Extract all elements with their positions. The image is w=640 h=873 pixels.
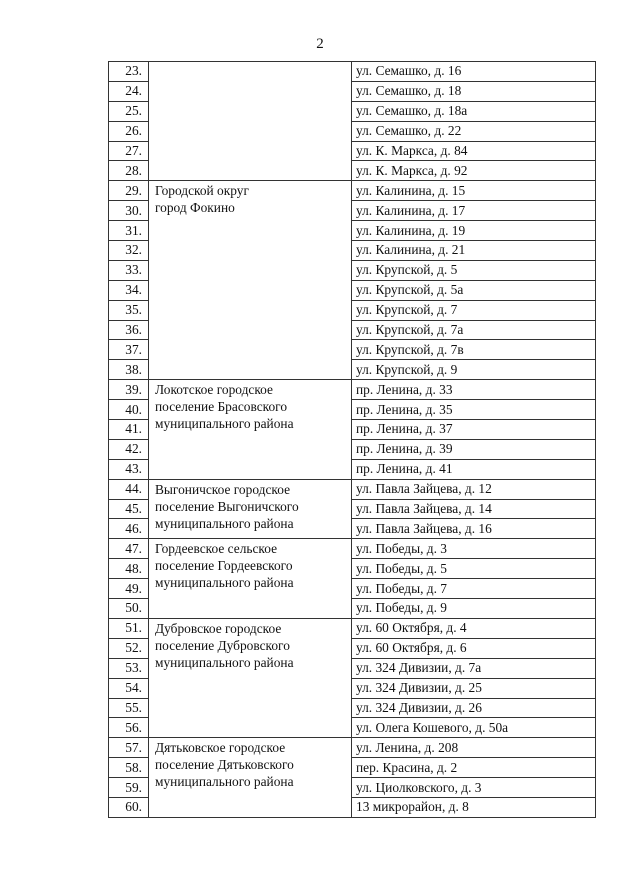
table-row xyxy=(109,62,596,82)
municipality-name: Городской округ город Фокино xyxy=(155,183,249,216)
municipality-name: Локотское городское поселение Брасовского муниципального района xyxy=(155,382,294,432)
row-number: 26. xyxy=(109,121,149,141)
address-cell: ул. Циолковского, д. 3 xyxy=(352,778,596,798)
address-cell: ул. Крупской, д. 5а xyxy=(352,280,596,300)
address-cell: ул. Калинина, д. 19 xyxy=(352,221,596,241)
row-number: 39. xyxy=(109,380,149,400)
address-cell: ул. Семашко, д. 18 xyxy=(352,81,596,101)
row-number: 52. xyxy=(109,638,149,658)
municipality-name: Гордеевское сельское поселение Гордеевского муниципального района xyxy=(155,541,294,591)
address-cell: ул. Крупской, д. 7 xyxy=(352,300,596,320)
row-number: 34. xyxy=(109,280,149,300)
address-cell: ул. Семашко, д. 22 xyxy=(352,121,596,141)
municipality-cell xyxy=(149,62,352,181)
address-cell: пр. Ленина, д. 41 xyxy=(352,459,596,479)
municipality-cell xyxy=(149,380,352,479)
address-cell: пр. Ленина, д. 33 xyxy=(352,380,596,400)
address-cell: ул. Семашко, д. 18а xyxy=(352,101,596,121)
row-number: 25. xyxy=(109,101,149,121)
row-number: 59. xyxy=(109,778,149,798)
row-number: 47. xyxy=(109,539,149,559)
address-table xyxy=(108,61,596,818)
address-cell: ул. Крупской, д. 5 xyxy=(352,260,596,280)
address-cell: 13 микрорайон, д. 8 xyxy=(352,797,596,817)
address-table-body xyxy=(109,62,596,818)
address-cell: ул. 60 Октября, д. 6 xyxy=(352,638,596,658)
row-number: 45. xyxy=(109,499,149,519)
municipality-name: Дятьковское городское поселение Дятьковского муниципального района xyxy=(155,740,294,790)
row-number: 43. xyxy=(109,459,149,479)
row-number: 50. xyxy=(109,599,149,619)
address-cell: ул. Победы, д. 3 xyxy=(352,539,596,559)
address-cell: ул. Олега Кошевого, д. 50а xyxy=(352,718,596,738)
row-number: 55. xyxy=(109,698,149,718)
row-number: 33. xyxy=(109,260,149,280)
row-number: 40. xyxy=(109,400,149,420)
row-number: 36. xyxy=(109,320,149,340)
row-number: 38. xyxy=(109,360,149,380)
address-cell: ул. Павла Зайцева, д. 14 xyxy=(352,499,596,519)
address-cell: ул. 324 Дивизии, д. 25 xyxy=(352,678,596,698)
row-number: 37. xyxy=(109,340,149,360)
address-cell: ул. Калинина, д. 21 xyxy=(352,241,596,261)
row-number: 48. xyxy=(109,559,149,579)
municipality-cell xyxy=(149,618,352,737)
row-number: 51. xyxy=(109,618,149,638)
address-cell: ул. Победы, д. 7 xyxy=(352,579,596,599)
address-cell: ул. 60 Октября, д. 4 xyxy=(352,618,596,638)
municipality-cell xyxy=(149,479,352,539)
address-cell: ул. Крупской, д. 7а xyxy=(352,320,596,340)
row-number: 60. xyxy=(109,797,149,817)
row-number: 31. xyxy=(109,221,149,241)
row-number: 23. xyxy=(109,62,149,82)
row-number: 46. xyxy=(109,519,149,539)
row-number: 35. xyxy=(109,300,149,320)
page-number: 2 xyxy=(316,36,324,52)
address-cell: ул. Победы, д. 9 xyxy=(352,599,596,619)
address-cell: ул. Семашко, д. 16 xyxy=(352,62,596,82)
address-cell: ул. 324 Дивизии, д. 7а xyxy=(352,658,596,678)
address-cell: ул. Крупской, д. 9 xyxy=(352,360,596,380)
row-number: 24. xyxy=(109,81,149,101)
row-number: 54. xyxy=(109,678,149,698)
address-cell: ул. Победы, д. 5 xyxy=(352,559,596,579)
row-number: 57. xyxy=(109,738,149,758)
address-cell: ул. Ленина, д. 208 xyxy=(352,738,596,758)
address-cell: пер. Красина, д. 2 xyxy=(352,758,596,778)
row-number: 58. xyxy=(109,758,149,778)
address-cell: пр. Ленина, д. 37 xyxy=(352,420,596,440)
table-row xyxy=(109,380,596,400)
table-row xyxy=(109,738,596,758)
municipality-cell xyxy=(149,181,352,380)
address-cell: ул. Крупской, д. 7в xyxy=(352,340,596,360)
table-row xyxy=(109,479,596,499)
address-cell: ул. Калинина, д. 17 xyxy=(352,201,596,221)
municipality-name: Дубровское городское поселение Дубровского муниципального района xyxy=(155,620,294,670)
row-number: 32. xyxy=(109,241,149,261)
row-number: 42. xyxy=(109,439,149,459)
municipality-name: Выгоничское городское поселение Выгоничского муниципального района xyxy=(155,481,299,531)
row-number: 30. xyxy=(109,201,149,221)
row-number: 28. xyxy=(109,161,149,181)
address-cell: ул. Павла Зайцева, д. 12 xyxy=(352,479,596,499)
row-number: 27. xyxy=(109,141,149,161)
table-row xyxy=(109,618,596,638)
municipality-cell xyxy=(149,738,352,818)
address-cell: ул. Павла Зайцева, д. 16 xyxy=(352,519,596,539)
table-row xyxy=(109,181,596,201)
address-cell: ул. 324 Дивизии, д. 26 xyxy=(352,698,596,718)
address-cell: ул. Калинина, д. 15 xyxy=(352,181,596,201)
address-cell: пр. Ленина, д. 35 xyxy=(352,400,596,420)
address-cell: ул. К. Маркса, д. 84 xyxy=(352,141,596,161)
address-cell: пр. Ленина, д. 39 xyxy=(352,439,596,459)
row-number: 49. xyxy=(109,579,149,599)
municipality-cell xyxy=(149,539,352,619)
row-number: 56. xyxy=(109,718,149,738)
row-number: 53. xyxy=(109,658,149,678)
table-row xyxy=(109,539,596,559)
row-number: 44. xyxy=(109,479,149,499)
address-cell: ул. К. Маркса, д. 92 xyxy=(352,161,596,181)
row-number: 41. xyxy=(109,420,149,440)
row-number: 29. xyxy=(109,181,149,201)
